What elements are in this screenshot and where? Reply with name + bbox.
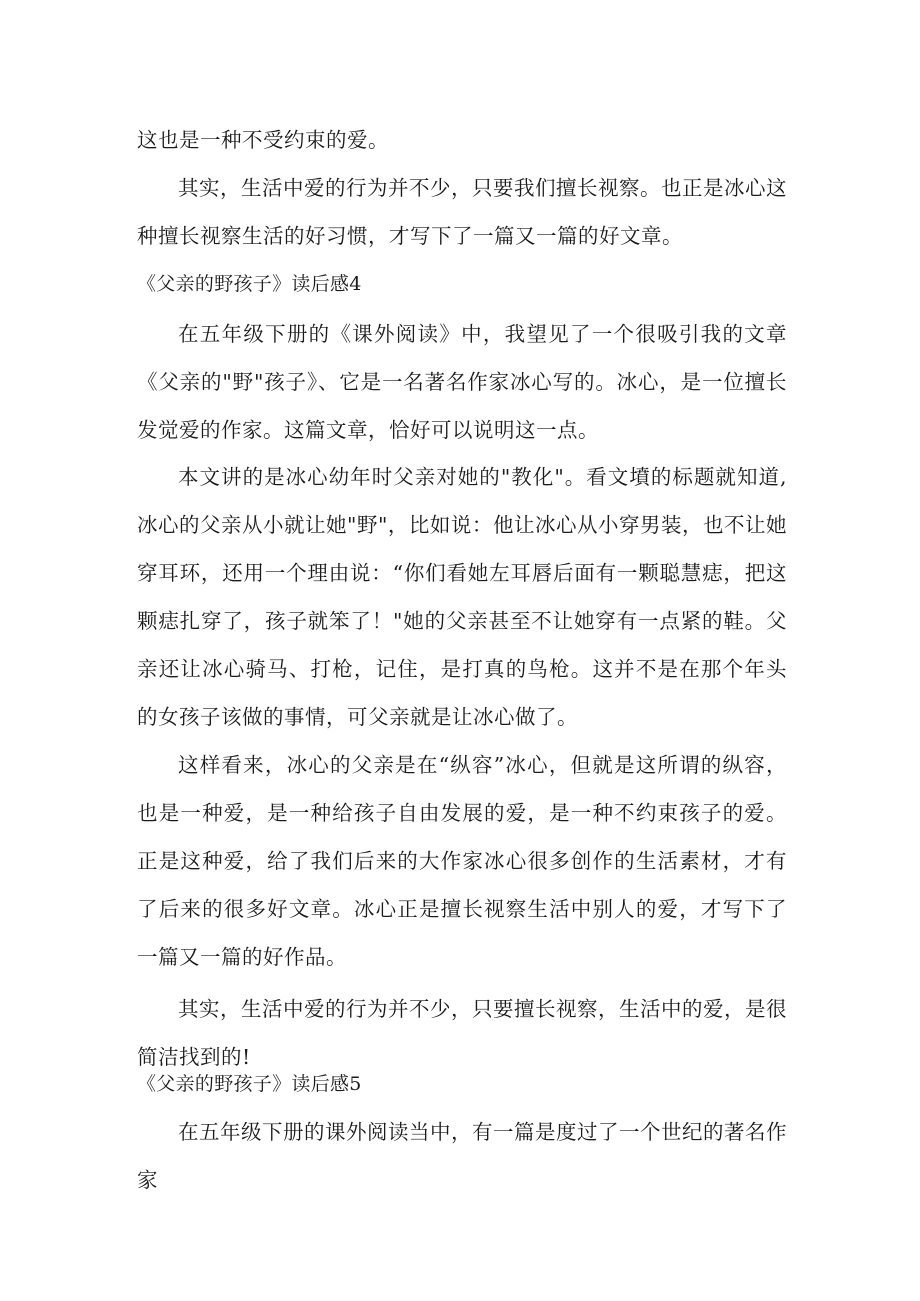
section-heading-4: 《父亲的野孩子》读后感4 <box>137 273 362 295</box>
paragraph-conclusion: 其实，生活中爱的行为并不少，只要我们擅长视察。也正是冰心这种擅长视察生活的好习惯，才写下了一篇又一篇的好文章。 <box>137 176 787 248</box>
paragraph-summary: 其实，生活中爱的行为并不少，只要擅长视察，生活中的爱，是很简洁找到的! <box>137 997 787 1069</box>
paragraph-analysis: 这样看来，冰心的父亲是在“纵容”冰心，但就是这所谓的纵容，也是一种爱，是一种给孩子自由发展的爱，是一种不约束孩子的爱。正是这种爱，给了我们后来的大作家冰心很多创作的生活素材，才有了后来的很多好文章。冰心正是擅长视察生活中别人的爱，才写下了一篇又一篇的好作品。 <box>137 753 787 969</box>
paragraph-continuation: 这也是一种不受约束的爱。 <box>137 128 389 152</box>
paragraph-story: 本文讲的是冰心幼年时父亲对她的"教化"。看文墳的标题就知道,冰心的父亲从小就让她"野"，比如说：他让冰心从小穿男装，也不让她穿耳环，还用一个理由说：“你们看她左耳唇后面有一颗聪慧痣，把这颗痣扎穿了，孩子就笨了！"她的父亲甚至不让她穿有一点紧的鞋。父亲还让冰心骑马、打枪，记住，是打真的鸟枪。这并不是在那个年头的女孩子该做的事情，可父亲就是让冰心做了。 <box>137 465 787 729</box>
section-heading-5: 《父亲的野孩子》读后感5 <box>137 1073 362 1095</box>
paragraph-intro: 在五年级下册的《课外阅读》中，我望见了一个很吸引我的文章《父亲的"野"孩子》、它是一名著名作家冰心写的。冰心，是一位擅长发觉爱的作家。这篇文章，恰好可以说明这一点。 <box>137 322 787 442</box>
paragraph-next-intro: 在五年级下册的课外阅读当中，有一篇是度过了一个世纪的著名作家 <box>137 1120 787 1192</box>
